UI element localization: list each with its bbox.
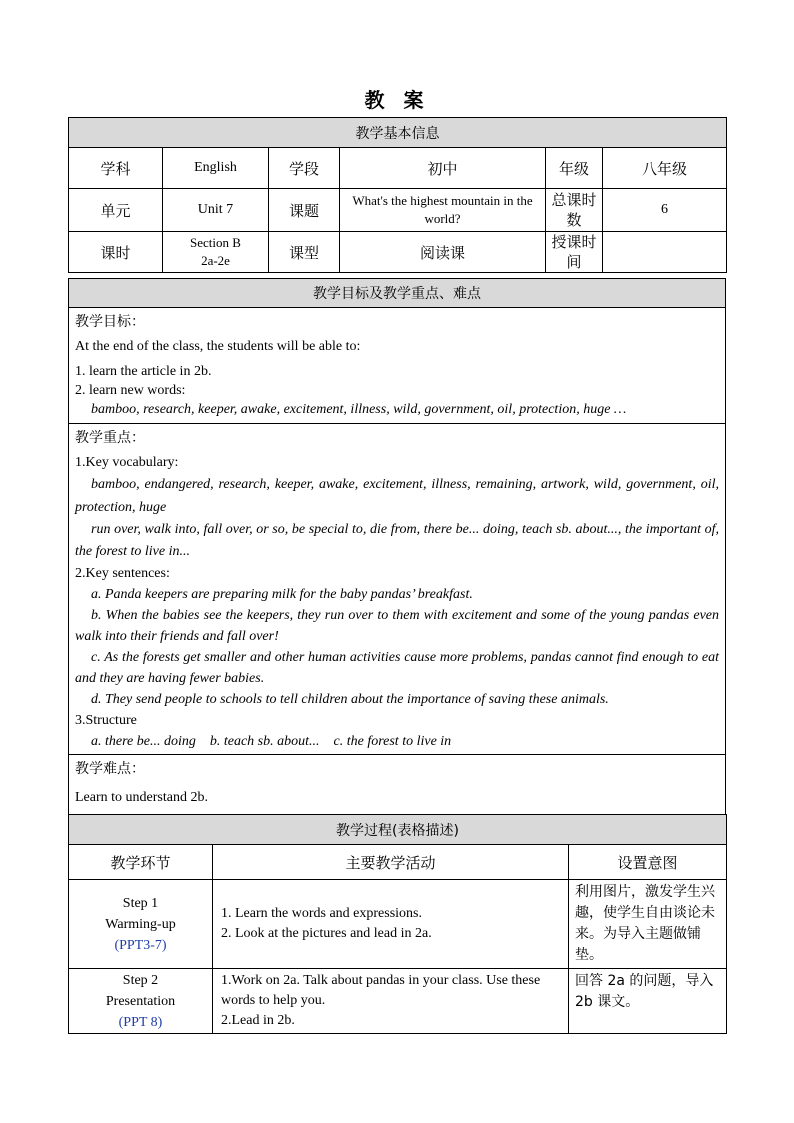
grade-label: 年级 — [546, 148, 603, 189]
basic-info-header: 教学基本信息 — [69, 118, 727, 148]
activity-cell — [213, 880, 569, 969]
objectives-words: bamboo, research, keeper, awake, excitement, illness, wild, government, oil, protection, huge … — [91, 402, 627, 417]
difficulty-label: 教学难点： — [75, 761, 145, 777]
key-vocab-list: bamboo, endangered, research, keeper, awake, excitement, illness, remaining, artwork, wild, government, oil, protection, huge — [75, 477, 719, 515]
key-sentence: d. They send people to schools to tell children about the importance of saving these animals. — [91, 692, 609, 707]
step-name: Presentation — [105, 993, 176, 1009]
total-hours-label: 总课时数 — [546, 189, 603, 232]
purpose-cell: 利用图片，激发学生兴趣，使学生自由谈论未来。为导入主题做铺垫。 — [569, 880, 727, 969]
key-phrases-list: run over, walk into, fall over, or so, be special to, die from, there be... doing, teach sb. about..., the important of, the forest to live in... — [75, 522, 719, 559]
period-value-line-1: Section B — [190, 235, 241, 250]
stage-value: 初中 — [340, 148, 546, 189]
objectives-cell — [69, 308, 726, 424]
lesson-type-label: 课型 — [269, 232, 340, 273]
key-vocab-label: 1.Key vocabulary: — [75, 455, 179, 470]
key-sentence: c. As the forests get smaller and other human activities cause more problems, pandas cannot find enough to eat and they are having fewer babies. — [75, 650, 719, 686]
grade-value: 八年级 — [603, 148, 727, 189]
objectives-label: 教学目标： — [75, 314, 145, 330]
unit-label: 单元 — [69, 189, 163, 232]
objectives-line: At the end of the class, the students will be able to: — [75, 339, 361, 354]
step-number: Step 2 — [122, 972, 159, 988]
step-number: Step 1 — [122, 895, 159, 911]
subject-value: English — [163, 148, 269, 189]
key-sentence: a. Panda keepers are preparing milk for the baby pandas’ breakfast. — [91, 587, 473, 602]
column-header-activity: 主要教学活动 — [213, 845, 569, 880]
period-value — [163, 232, 269, 273]
basic-info-table — [68, 117, 727, 273]
key-points-cell — [69, 424, 726, 755]
goals-header: 教学目标及教学重点、难点 — [69, 279, 726, 308]
topic-value: What's the highest mountain in the world? — [340, 189, 546, 232]
period-value-line-2: 2a-2e — [201, 253, 230, 268]
activity-line: 1.Work on 2a. Talk about pandas in your class. Use these words to help you. — [221, 973, 541, 1008]
teaching-time-value — [603, 232, 727, 273]
total-hours-value: 6 — [603, 189, 727, 232]
unit-value: Unit 7 — [163, 189, 269, 232]
topic-label: 课题 — [269, 189, 340, 232]
step-cell — [69, 969, 213, 1034]
teaching-time-label: 授课时间 — [546, 232, 603, 273]
process-header: 教学过程(表格描述) — [69, 815, 727, 845]
step-slides: (PPT 8) — [118, 1014, 163, 1030]
key-sentence: b. When the babies see the keepers, they run over to them with excitement and some of the young pandas even walk into their friends and fall over! — [75, 608, 719, 644]
process-table — [68, 814, 727, 1034]
structure-label: 3.Structure — [75, 713, 137, 728]
key-sentences-label: 2.Key sentences: — [75, 566, 170, 581]
difficulty-cell — [69, 755, 726, 823]
page-title: 教 案 — [364, 88, 430, 112]
activity-line: 1. Learn the words and expressions. — [221, 906, 423, 921]
table-row — [69, 880, 727, 969]
column-header-step: 教学环节 — [69, 845, 213, 880]
objectives-line: 2. learn new words: — [75, 383, 186, 398]
subject-label: 学科 — [69, 148, 163, 189]
objectives-line: 1. learn the article in 2b. — [75, 364, 212, 379]
activity-line: 2. Look at the pictures and lead in 2a. — [221, 926, 432, 941]
difficulty-text: Learn to understand 2b. — [75, 790, 208, 805]
period-label: 课时 — [69, 232, 163, 273]
activity-cell — [213, 969, 569, 1034]
stage-label: 学段 — [269, 148, 340, 189]
structure-list: a. there be... doing b. teach sb. about... c. the forest to live in — [91, 734, 452, 749]
purpose-cell: 回答 2a 的问题，导入 2b 课文。 — [569, 969, 727, 1034]
column-header-purpose: 设置意图 — [569, 845, 727, 880]
step-slides: (PPT3-7) — [114, 937, 167, 953]
lesson-type-value: 阅读课 — [340, 232, 546, 273]
table-row — [69, 969, 727, 1034]
goals-table — [68, 278, 726, 823]
step-cell — [69, 880, 213, 969]
key-points-label: 教学重点： — [75, 430, 145, 446]
activity-line: 2.Lead in 2b. — [221, 1013, 295, 1028]
step-name: Warming-up — [105, 916, 176, 932]
